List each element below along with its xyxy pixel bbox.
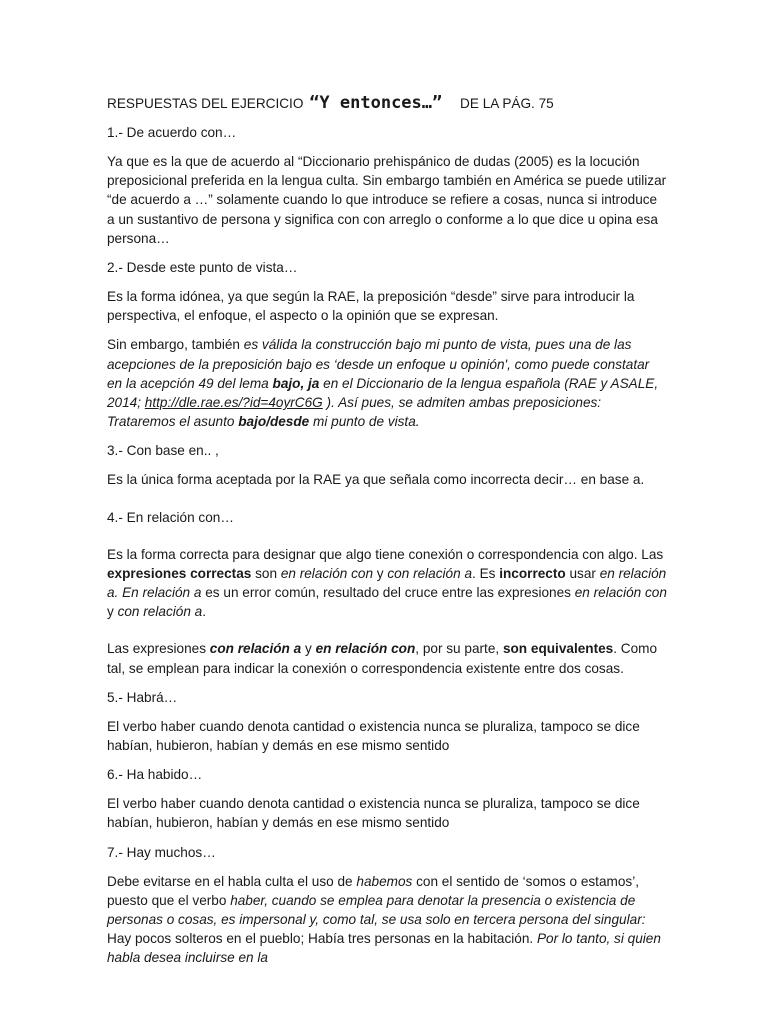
text-run-bold-italic: en relación con (315, 641, 416, 657)
text-run: y (107, 604, 118, 620)
question-6-heading: 6.- Ha habido… (107, 767, 203, 783)
text-run-bold-italic: bajo/desde (238, 414, 310, 430)
title-prefix: RESPUESTAS DEL EJERCICIO (107, 96, 304, 111)
answer-4-paragraph-1 (107, 545, 668, 622)
text-run: usar (565, 565, 600, 581)
text-run: Es la forma correcta para designar que algo tiene conexión o correspondencia con algo. Las (107, 546, 664, 562)
title-suffix: DE LA PÁG. 75 (460, 96, 554, 111)
text-run-italic: es válida la construcción bajo mi punto de vista, pues una de las acepciones de la preposición bajo es ‘desde un enfoque u opinión', como puede constatar en la acepción 49 del lema (107, 337, 650, 391)
answer-6-paragraph: El verbo haber cuando denota cantidad o existencia nunca se pluraliza, tampoco se dice habían, hubieron, habían y demás en ese mismo sentido (107, 796, 640, 831)
answer-4-paragraph-2 (107, 639, 668, 677)
text-run: . (202, 604, 206, 620)
answer-3-paragraph: Es la única forma aceptada por la RAE ya que señala como incorrecta decir… en base a. (107, 472, 645, 488)
answer-1-paragraph: Ya que es la que de acuerdo al “Diccionario prehispánico de dudas (2005) es la locución preposicional preferida en la lengua culta. Sin embargo también en América se puede utilizar “de acuerdo a …” solamente cuando lo que introduce se refiere a cosas, nunca si introduce a un sustantivo de persona y significa con con arreglo o conforme a lo que dice u opina esa persona… (107, 154, 667, 246)
rae-link[interactable]: http://dle.rae.es/?id=4oyrC6G (144, 395, 323, 411)
text-run: es un error común, resultado del cruce entre las expresiones (201, 585, 575, 601)
text-run-italic: con relación a (387, 565, 473, 581)
text-run: y (301, 641, 316, 657)
text-run-bold: son equivalentes (502, 641, 614, 657)
text-run: Sin embargo, también (107, 337, 244, 353)
answer-2-paragraph-2 (107, 335, 668, 431)
question-4-heading: 4.- En relación con… (107, 509, 234, 525)
text-run-italic: con relación a (117, 604, 203, 620)
text-run-italic: Por lo tanto, si quien habla desea incluirse en la (107, 931, 661, 966)
text-run-italic: mi punto de vista. (309, 414, 420, 430)
text-run-italic: habemos (356, 873, 413, 889)
text-run-italic: en relación con (280, 565, 374, 581)
text-run: Las expresiones (107, 641, 210, 657)
answer-2-paragraph-1: Es la forma idónea, ya que según la RAE, la preposición “desde” sirve para introducir la perspectiva, el enfoque, el aspecto o la opinión que se expresan. (107, 289, 635, 324)
text-run-bold: incorrecto (499, 565, 566, 581)
text-run: son (251, 565, 281, 581)
text-run: , por su parte, (415, 641, 503, 657)
question-7-heading: 7.- Hay muchos… (107, 844, 216, 860)
text-run-italic: en relación con (574, 585, 667, 601)
answer-7-paragraph (107, 872, 668, 968)
text-run-bold-italic: bajo, ja (272, 375, 320, 391)
text-run: . Como tal, se emplean para indicar la conexión o correspondencia existente entre dos cosas. (107, 641, 658, 676)
question-3-heading: 3.- Con base en.. , (107, 443, 219, 459)
question-1-heading: 1.- De acuerdo con… (107, 125, 237, 140)
text-run: Hay pocos solteros en el pueblo; Había tres personas en la habitación. (107, 931, 537, 947)
question-2-heading: 2.- Desde este punto de vista… (107, 260, 298, 276)
text-run-bold-italic: con relación a (209, 641, 302, 657)
text-run-italic: ). Así pues, se admiten ambas preposiciones: Trataremos el asunto (107, 395, 602, 430)
text-run-italic: haber, cuando se emplea para denotar la presencia o existencia de personas o cosas, es impersonal y, como tal, se usa solo en tercera persona del singular: (107, 892, 646, 928)
text-run-italic: en el Diccionario de la lengua española (RAE y ASALE, 2014; (107, 375, 659, 411)
text-run: con el sentido de ‘somos o estamos’, puesto que el verbo (107, 873, 639, 908)
answer-5-paragraph: El verbo haber cuando denota cantidad o existencia nunca se pluraliza, tampoco se dice habían, hubieron, habían y demás en ese mismo sentido (107, 718, 640, 754)
text-run-italic: en relación a. En relación a (107, 565, 667, 601)
question-5-heading: 5.- Habrá… (107, 689, 178, 705)
text-run-bold: expresiones correctas (107, 565, 252, 581)
document-title (107, 92, 668, 115)
text-run: . Es (472, 565, 500, 581)
text-run: Debe evitarse en el habla culta el uso de (107, 873, 357, 889)
text-run: y (373, 565, 388, 581)
title-highlight: “Y entonces…” (309, 93, 443, 113)
